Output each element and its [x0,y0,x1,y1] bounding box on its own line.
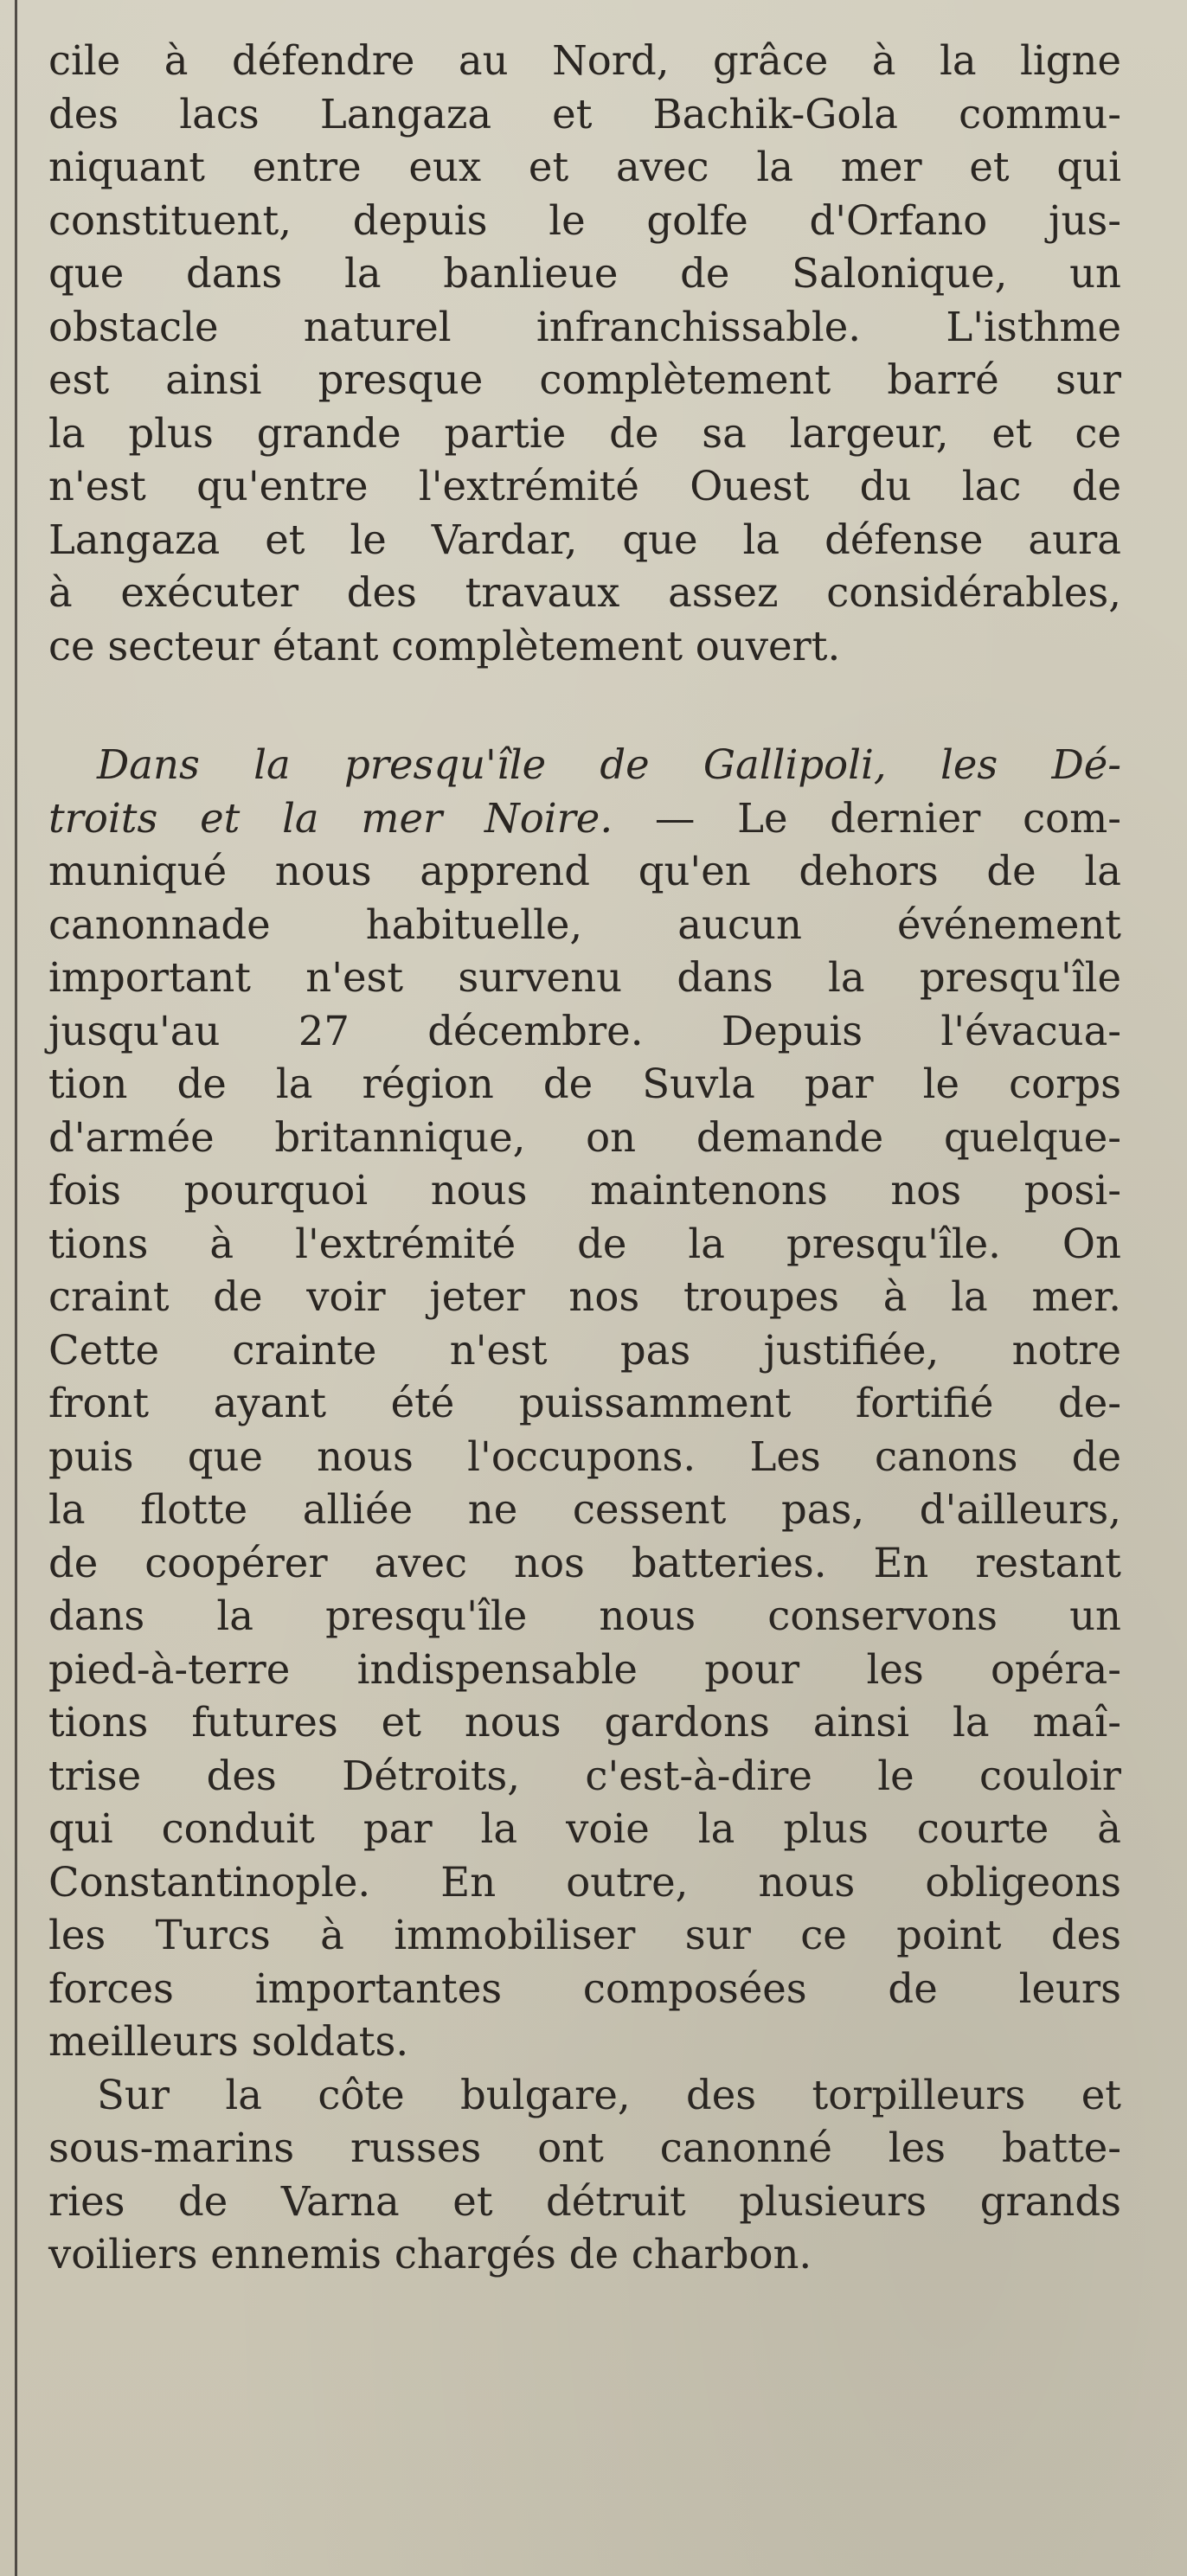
text-line: fois pourquoi nous maintenons nos posi- [48,1167,1121,1214]
paragraph-gap [48,673,1121,739]
section-heading-rest: — Le dernier com- [613,794,1121,842]
text-line: forces importantes composées de leurs [48,1964,1121,2012]
text-line: sous-marins russes ont canonné les batte- [48,2124,1121,2171]
text-line: la plus grande partie de sa largeur, et ce [48,409,1121,457]
text-line: important n'est survenu dans la presqu'île [48,954,1121,1001]
text-line: Cette crainte n'est pas justifiée, notre [48,1326,1121,1374]
text-line: tion de la région de Suvla par le corps [48,1061,1121,1107]
text-line: d'armée britannique, on demande quelque- [48,1113,1121,1161]
text-line: de coopérer avec nos batteries. En restant [48,1539,1121,1586]
text-line: puis que nous l'occupons. Les canons de [48,1432,1121,1480]
text-line: niquant entre eux et avec la mer et qui [48,144,1121,190]
text-line: trise des Détroits, c'est-à-dire le couloir [48,1752,1121,1799]
paragraph-gallipoli [48,739,1121,2069]
text-line: ce secteur étant complètement ouvert. [48,622,841,670]
text-line: n'est qu'entre l'extrémité Ouest du lac de [48,463,1121,509]
text-line: Constantinople. En outre, nous obligeons [48,1858,1121,1906]
text-line: les Turcs à immobiliser sur ce point des [48,1912,1121,1958]
text-line: cile à défendre au Nord, grâce à la ligne [48,37,1121,84]
text-line: jusqu'au 27 décembre. Depuis l'évacua- [48,1007,1121,1054]
section-heading-italic: Dans la presqu'île de Gallipoli, les Dé- [97,741,1121,788]
article-column [48,35,1121,2282]
paragraph-bulgarian-coast [48,2069,1121,2282]
text-line: ries de Varna et détruit plusieurs grands [48,2177,1121,2225]
text-line: Sur la côte bulgare, des torpilleurs et [97,2071,1121,2118]
text-line: dans la presqu'île nous conservons un [48,1592,1121,1639]
text-line: voiliers ennemis chargés de charbon. [48,2231,812,2278]
text-line: Langaza et le Vardar, que la défense aura [48,516,1121,563]
section-heading-line [48,739,1121,792]
text-line: muniqué nous apprend qu'en dehors de la [48,848,1121,894]
text-line: canonnade habituelle, aucun événement [48,900,1121,948]
text-line: des lacs Langaza et Bachik-Gola commu- [48,90,1121,138]
section-heading-italic-cont: troits et la mer Noire. [48,794,613,842]
text-line: la flotte alliée ne cessent pas, d'ailleurs, [48,1486,1121,1533]
text-line: constituent, depuis le golfe d'Orfano jus- [48,196,1121,244]
text-line: qui conduit par la voie la plus courte à [48,1805,1121,1852]
column-rule [15,0,17,2576]
paragraph-salonique-defense [48,35,1121,673]
text-line: tions futures et nous gardons ainsi la maî- [48,1699,1121,1746]
text-line: pied-à-terre indispensable pour les opéra- [48,1645,1121,1693]
text-line: est ainsi presque complètement barré sur [48,356,1121,403]
text-line: à exécuter des travaux assez considérables, [48,569,1121,616]
text-line: craint de voir jeter nos troupes à la mer. [48,1273,1121,1320]
text-line: meilleurs soldats. [48,2018,409,2065]
text-line: que dans la banlieue de Salonique, un [48,250,1121,297]
text-line: tions à l'extrémité de la presqu'île. On [48,1220,1121,1267]
text-line: front ayant été puissamment fortifié de- [48,1380,1121,1426]
section-heading-line [48,792,1121,846]
text-line: obstacle naturel infranchissable. L'isthme [48,303,1121,350]
